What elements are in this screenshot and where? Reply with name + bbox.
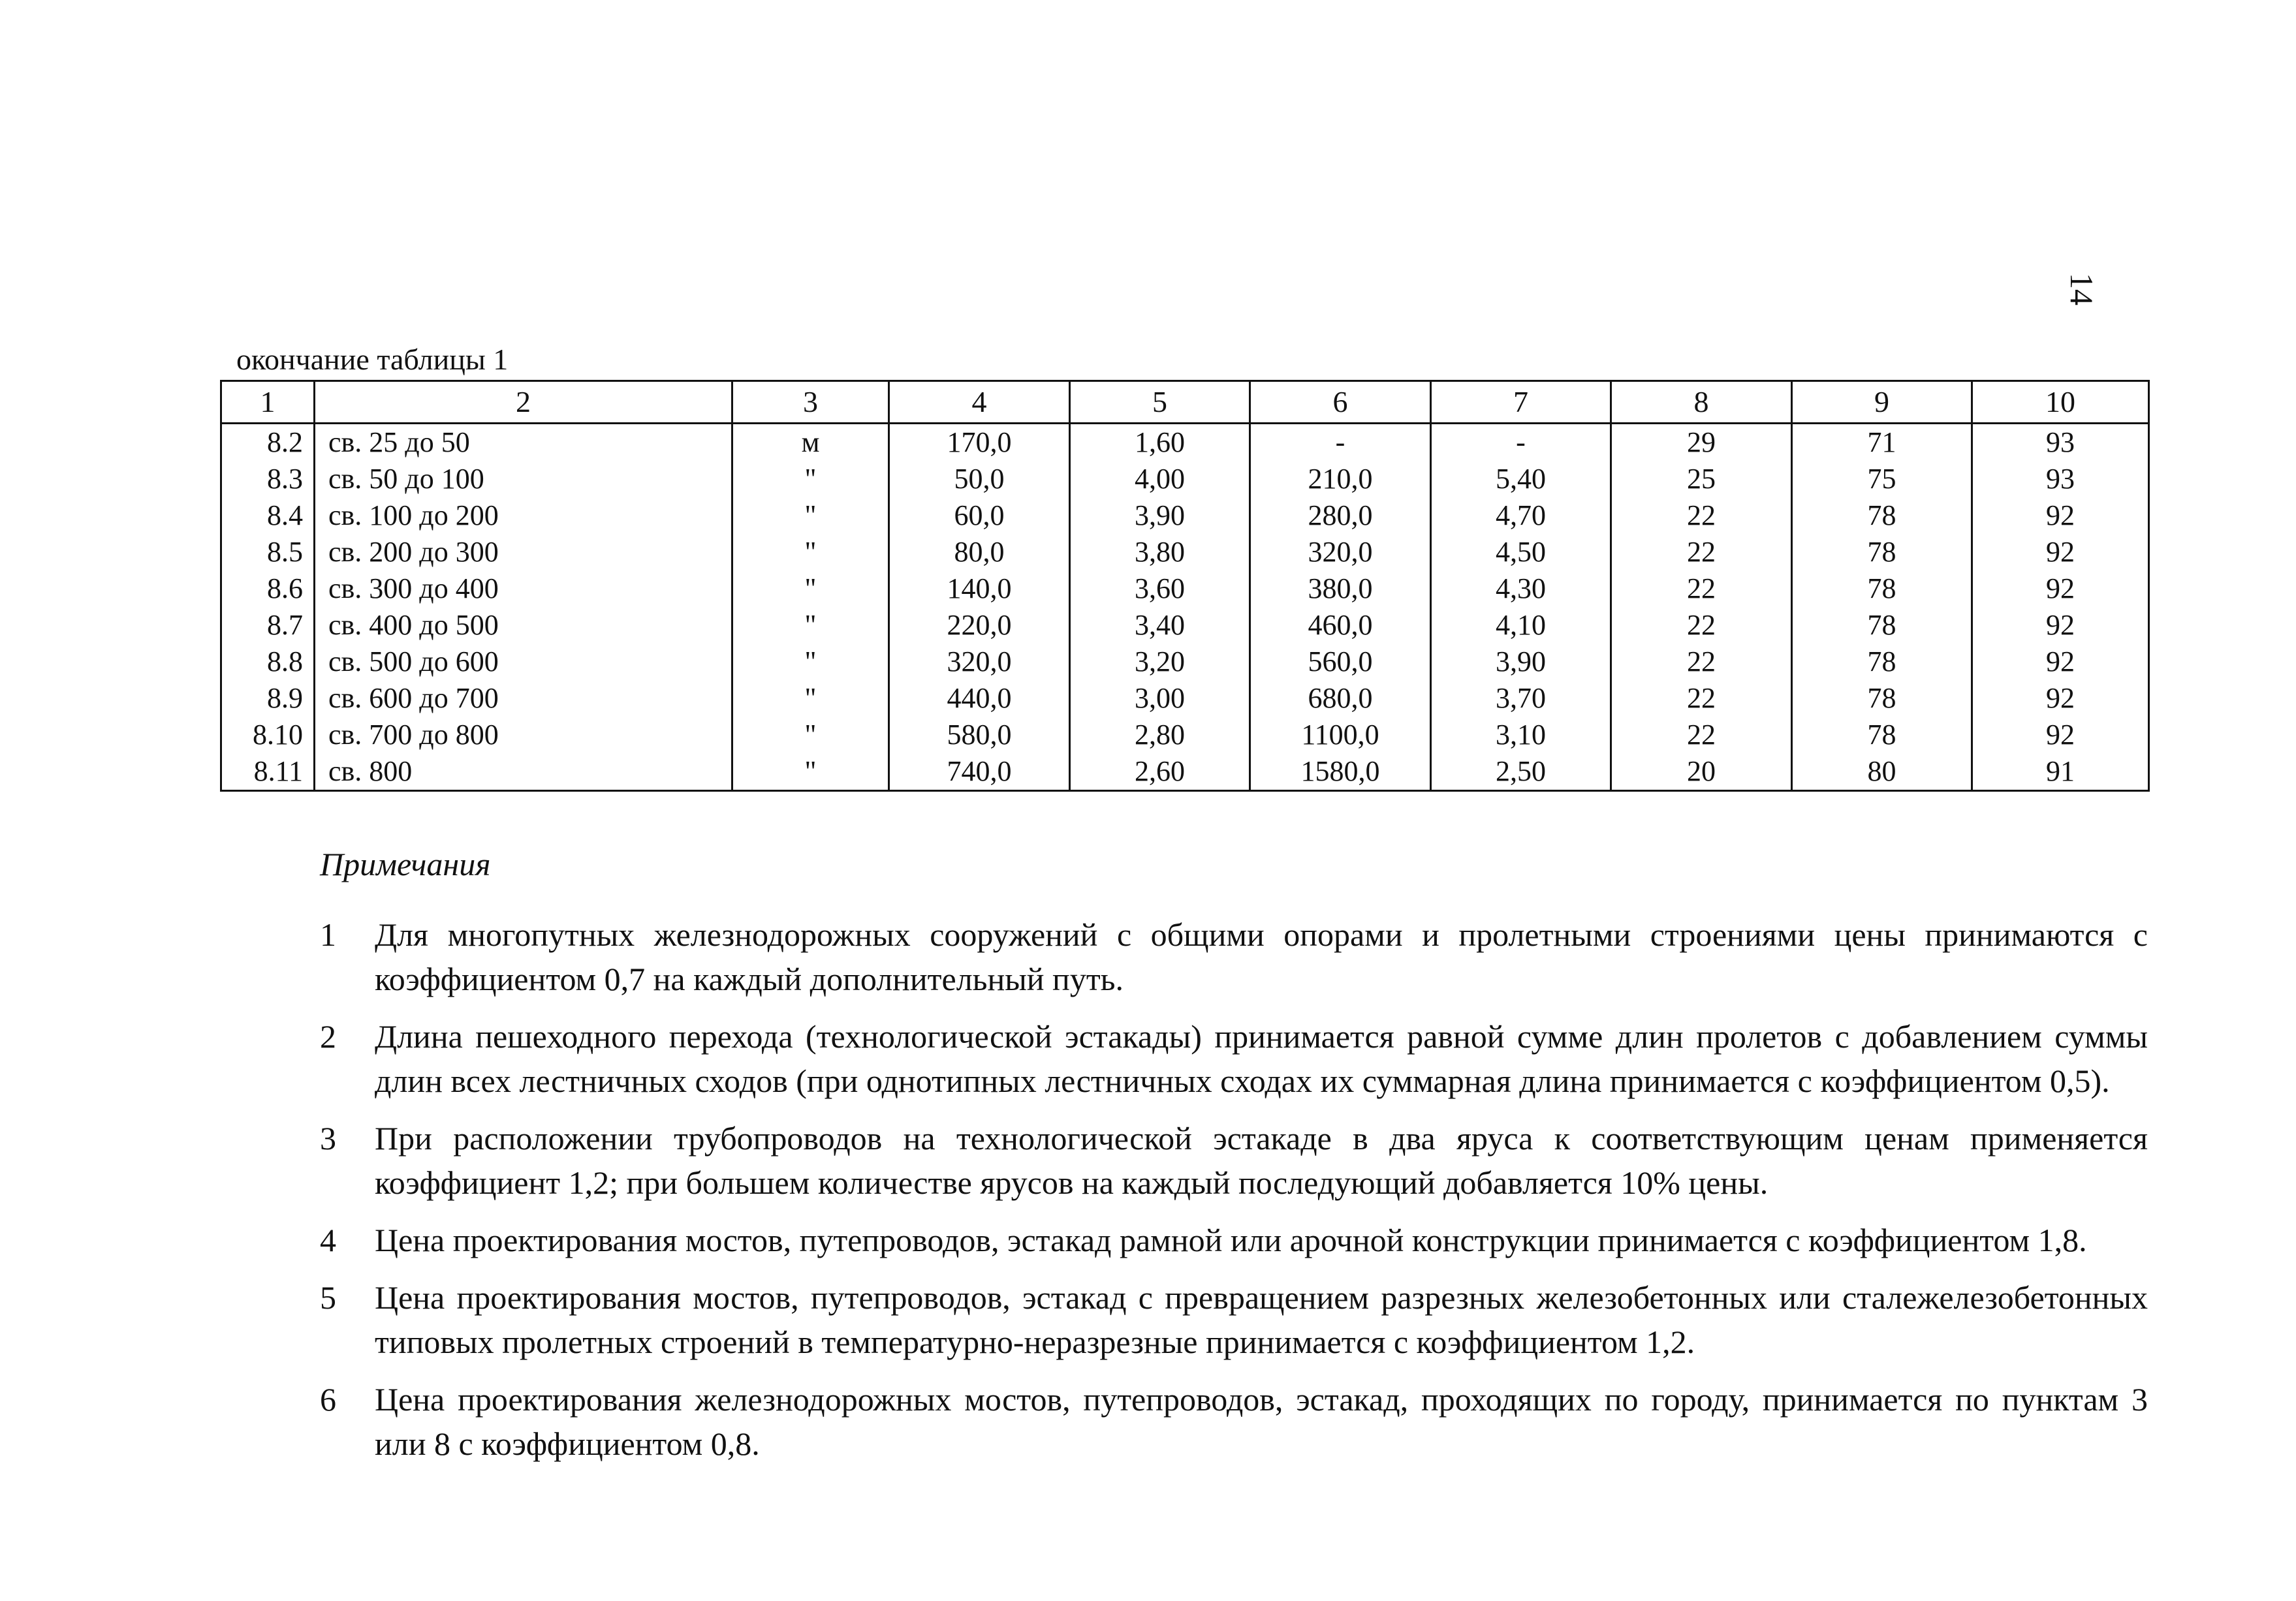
cell-col6: 1580,0 xyxy=(1250,753,1431,791)
cell-item-number: 8.7 xyxy=(221,607,315,644)
cell-col10: 92 xyxy=(1972,534,2149,570)
header-cell-9: 9 xyxy=(1792,381,1972,424)
header-cell-1: 1 xyxy=(221,381,315,424)
cell-col9: 78 xyxy=(1792,570,1972,607)
cell-col5: 3,80 xyxy=(1070,534,1250,570)
header-cell-8: 8 xyxy=(1611,381,1792,424)
cell-range: св. 300 до 400 xyxy=(315,570,732,607)
cell-col7: 4,10 xyxy=(1431,607,1611,644)
cell-range: св. 50 до 100 xyxy=(315,461,732,497)
cell-col8: 22 xyxy=(1611,644,1792,680)
cell-col7: 4,30 xyxy=(1431,570,1611,607)
note-number: 4 xyxy=(320,1222,336,1258)
table-row xyxy=(221,534,2149,570)
cell-col8: 22 xyxy=(1611,534,1792,570)
cell-item-number: 8.6 xyxy=(221,570,315,607)
cell-col5: 2,60 xyxy=(1070,753,1250,791)
notes-section xyxy=(320,842,2148,1479)
cell-col5: 3,60 xyxy=(1070,570,1250,607)
cell-col7: 2,50 xyxy=(1431,753,1611,791)
cell-unit: " xyxy=(732,753,889,791)
note-text: При расположении трубопроводов на технологической эстакаде в два яруса к соответствующим ценам применяется коэффициент 1,2; при большем количестве ярусов на каждый последующий добавляется 10% цены. xyxy=(375,1120,2148,1201)
cell-col10: 93 xyxy=(1972,461,2149,497)
note-number: 2 xyxy=(320,1018,336,1055)
cell-range: св. 600 до 700 xyxy=(315,680,732,717)
note-number: 5 xyxy=(320,1279,336,1316)
cell-col8: 22 xyxy=(1611,607,1792,644)
cell-col4: 320,0 xyxy=(889,644,1070,680)
cell-col9: 71 xyxy=(1792,424,1972,461)
cell-item-number: 8.3 xyxy=(221,461,315,497)
note-item xyxy=(320,1218,2148,1262)
cell-col4: 170,0 xyxy=(889,424,1070,461)
cell-col6: - xyxy=(1250,424,1431,461)
note-text: Цена проектирования железнодорожных мостов, путепроводов, эстакад, проходящих по городу, принимается по пунктам 3 или 8 с коэффициентом 0,8. xyxy=(375,1381,2148,1462)
cell-col9: 78 xyxy=(1792,607,1972,644)
cell-unit: " xyxy=(732,607,889,644)
cell-col6: 460,0 xyxy=(1250,607,1431,644)
cell-col7: 3,10 xyxy=(1431,717,1611,753)
cell-col7: 3,70 xyxy=(1431,680,1611,717)
cell-unit: " xyxy=(732,534,889,570)
cell-range: св. 25 до 50 xyxy=(315,424,732,461)
cell-item-number: 8.5 xyxy=(221,534,315,570)
header-cell-2: 2 xyxy=(315,381,732,424)
notes-title: Примечания xyxy=(320,846,491,882)
note-item xyxy=(320,1116,2148,1205)
cell-unit: " xyxy=(732,717,889,753)
cell-col10: 92 xyxy=(1972,570,2149,607)
cell-col8: 22 xyxy=(1611,680,1792,717)
cell-col7: 5,40 xyxy=(1431,461,1611,497)
cell-range: св. 100 до 200 xyxy=(315,497,732,534)
cell-unit: " xyxy=(732,497,889,534)
cell-col8: 22 xyxy=(1611,717,1792,753)
cell-col9: 78 xyxy=(1792,644,1972,680)
cell-col8: 25 xyxy=(1611,461,1792,497)
cell-col7: 4,50 xyxy=(1431,534,1611,570)
cell-range: св. 800 xyxy=(315,753,732,791)
note-item xyxy=(320,1275,2148,1364)
header-cell-3: 3 xyxy=(732,381,889,424)
table-row xyxy=(221,461,2149,497)
cell-col10: 92 xyxy=(1972,607,2149,644)
cell-item-number: 8.2 xyxy=(221,424,315,461)
cell-col9: 78 xyxy=(1792,680,1972,717)
cell-col4: 440,0 xyxy=(889,680,1070,717)
cell-item-number: 8.10 xyxy=(221,717,315,753)
cell-item-number: 8.9 xyxy=(221,680,315,717)
cell-col10: 92 xyxy=(1972,680,2149,717)
table-row xyxy=(221,570,2149,607)
header-cell-4: 4 xyxy=(889,381,1070,424)
table-row xyxy=(221,497,2149,534)
cell-col6: 380,0 xyxy=(1250,570,1431,607)
cell-col9: 80 xyxy=(1792,753,1972,791)
cell-col10: 92 xyxy=(1972,644,2149,680)
note-text: Цена проектирования мостов, путепроводов, эстакад с превращением разрезных железобетонных или сталежелезобетонных типовых пролетных строений в температурно-неразрезные принимается с коэффициентом 1,2. xyxy=(375,1279,2148,1360)
cell-unit: " xyxy=(732,644,889,680)
cell-col6: 560,0 xyxy=(1250,644,1431,680)
cell-col6: 320,0 xyxy=(1250,534,1431,570)
cell-col5: 1,60 xyxy=(1070,424,1250,461)
table-caption: окончание таблицы 1 xyxy=(236,343,509,376)
price-table xyxy=(220,380,2150,792)
cell-col6: 280,0 xyxy=(1250,497,1431,534)
cell-item-number: 8.4 xyxy=(221,497,315,534)
cell-col7: - xyxy=(1431,424,1611,461)
cell-col8: 22 xyxy=(1611,497,1792,534)
note-text: Цена проектирования мостов, путепроводов, эстакад рамной или арочной конструкции принимается с коэффициентом 1,8. xyxy=(375,1222,2087,1258)
cell-col10: 93 xyxy=(1972,424,2149,461)
cell-col5: 3,90 xyxy=(1070,497,1250,534)
cell-col7: 3,90 xyxy=(1431,644,1611,680)
table-row xyxy=(221,424,2149,461)
cell-col10: 91 xyxy=(1972,753,2149,791)
cell-col5: 2,80 xyxy=(1070,717,1250,753)
table-header-row xyxy=(221,381,2149,424)
cell-col4: 140,0 xyxy=(889,570,1070,607)
note-number: 1 xyxy=(320,916,336,953)
note-item xyxy=(320,1014,2148,1103)
cell-col6: 1100,0 xyxy=(1250,717,1431,753)
page-number: 14 xyxy=(2064,273,2100,305)
cell-col5: 4,00 xyxy=(1070,461,1250,497)
cell-col4: 50,0 xyxy=(889,461,1070,497)
header-cell-5: 5 xyxy=(1070,381,1250,424)
cell-col6: 680,0 xyxy=(1250,680,1431,717)
note-number: 3 xyxy=(320,1120,336,1157)
note-text: Длина пешеходного перехода (технологической эстакады) принимается равной сумме длин пролетов с добавлением суммы длин всех лестничных сходов (при однотипных лестничных сходах их суммарная длина принимается с коэффициентом 0,5). xyxy=(375,1018,2148,1099)
note-item xyxy=(320,912,2148,1001)
cell-range: св. 500 до 600 xyxy=(315,644,732,680)
cell-unit: " xyxy=(732,680,889,717)
cell-item-number: 8.11 xyxy=(221,753,315,791)
note-item xyxy=(320,1377,2148,1466)
note-number: 6 xyxy=(320,1381,336,1418)
table-row xyxy=(221,607,2149,644)
cell-col8: 22 xyxy=(1611,570,1792,607)
table-row xyxy=(221,753,2149,791)
cell-range: св. 200 до 300 xyxy=(315,534,732,570)
cell-item-number: 8.8 xyxy=(221,644,315,680)
cell-col4: 60,0 xyxy=(889,497,1070,534)
cell-range: св. 700 до 800 xyxy=(315,717,732,753)
cell-col5: 3,20 xyxy=(1070,644,1250,680)
header-cell-6: 6 xyxy=(1250,381,1431,424)
cell-col8: 20 xyxy=(1611,753,1792,791)
table-row xyxy=(221,717,2149,753)
note-text: Для многопутных железнодорожных сооружений с общими опорами и пролетными строениями цены принимаются с коэффициентом 0,7 на каждый дополнительный путь. xyxy=(375,916,2148,997)
cell-col10: 92 xyxy=(1972,497,2149,534)
cell-col4: 580,0 xyxy=(889,717,1070,753)
cell-col9: 78 xyxy=(1792,717,1972,753)
cell-col5: 3,40 xyxy=(1070,607,1250,644)
cell-col4: 220,0 xyxy=(889,607,1070,644)
cell-unit: " xyxy=(732,570,889,607)
cell-col5: 3,00 xyxy=(1070,680,1250,717)
cell-col9: 78 xyxy=(1792,497,1972,534)
cell-col6: 210,0 xyxy=(1250,461,1431,497)
header-cell-10: 10 xyxy=(1972,381,2149,424)
header-cell-7: 7 xyxy=(1431,381,1611,424)
table-row xyxy=(221,680,2149,717)
cell-unit: м xyxy=(732,424,889,461)
cell-col7: 4,70 xyxy=(1431,497,1611,534)
cell-col8: 29 xyxy=(1611,424,1792,461)
cell-col10: 92 xyxy=(1972,717,2149,753)
cell-range: св. 400 до 500 xyxy=(315,607,732,644)
cell-col9: 78 xyxy=(1792,534,1972,570)
cell-col4: 80,0 xyxy=(889,534,1070,570)
cell-col9: 75 xyxy=(1792,461,1972,497)
table-row xyxy=(221,644,2149,680)
cell-unit: " xyxy=(732,461,889,497)
cell-col4: 740,0 xyxy=(889,753,1070,791)
